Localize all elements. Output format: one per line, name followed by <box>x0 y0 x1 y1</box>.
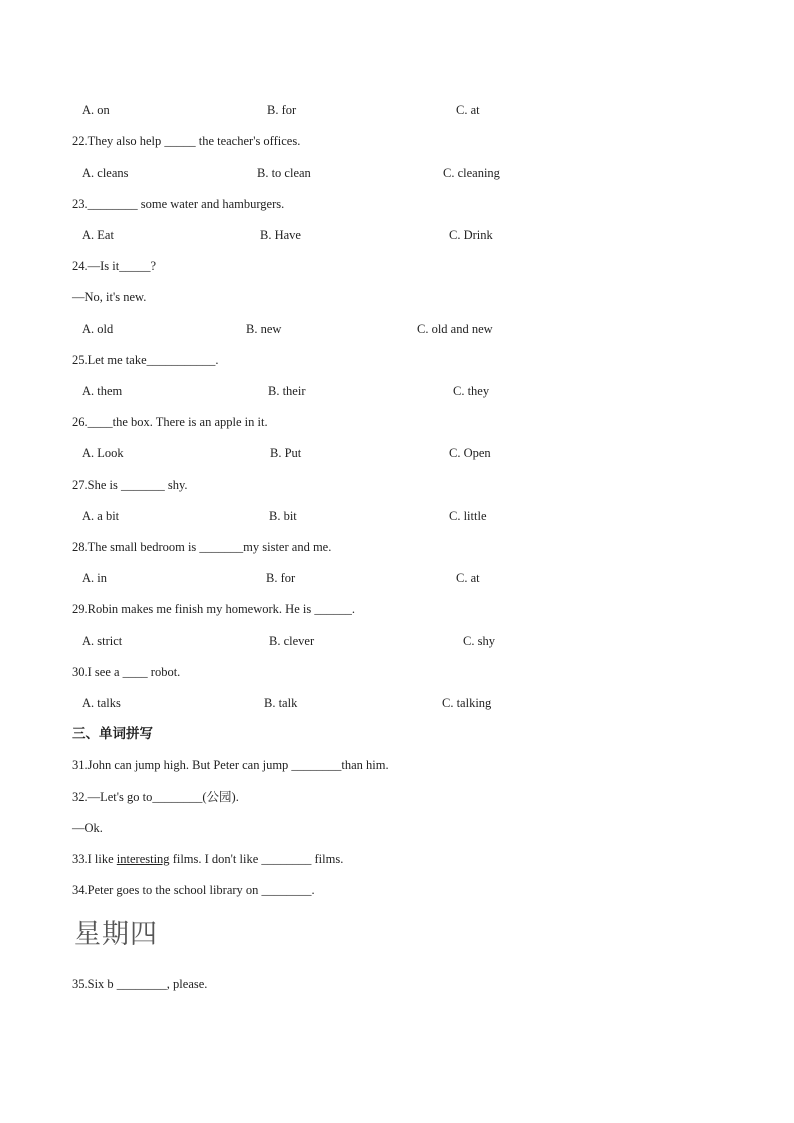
question-text: 30.I see a ____ robot. <box>72 665 181 679</box>
answer-options <box>82 165 702 181</box>
question-33-suffix: films. I don't like ________ films. <box>169 852 344 866</box>
answer-options <box>82 445 702 461</box>
answer-option: C. talking <box>442 696 492 710</box>
answer-options <box>82 695 702 711</box>
answer-option: C. old and new <box>417 322 493 336</box>
question-33 <box>72 851 343 867</box>
question-33-underlined-word: interesting <box>116 852 170 866</box>
picture-text-thursday: 星期四 <box>74 919 158 950</box>
answer-options <box>82 508 702 524</box>
answer-option: B. for <box>266 571 296 585</box>
question-32-reply: —Ok. <box>72 821 103 835</box>
answer-option: C. at <box>456 103 480 117</box>
answer-option: B. Have <box>260 228 301 242</box>
answer-option: C. at <box>456 571 480 585</box>
question-34: 34.Peter goes to the school library on ________. <box>72 883 315 897</box>
answer-option: C. little <box>449 509 487 523</box>
question-text: 28.The small bedroom is _______my sister and me. <box>72 540 332 554</box>
answer-option: A. talks <box>82 696 121 710</box>
question-text: 25.Let me take___________. <box>72 353 219 367</box>
answer-option: B. to clean <box>257 166 311 180</box>
question-35: 35.Six b ________, please. <box>72 977 208 991</box>
answer-options <box>82 227 702 243</box>
answer-option: B. clever <box>269 634 315 648</box>
question-31: 31.John can jump high. But Peter can jump ________than him. <box>72 758 389 772</box>
answer-option: C. shy <box>463 634 495 648</box>
section-heading: 三、单词拼写 <box>72 726 153 742</box>
question-32: 32.—Let's go to________(公园). <box>72 790 239 804</box>
question-text: 29.Robin makes me finish my homework. He is ______. <box>72 602 355 616</box>
answer-option: A. Look <box>82 446 124 460</box>
answer-option: A. strict <box>82 634 123 648</box>
answer-option: A. a bit <box>82 509 120 523</box>
question-text: 23.________ some water and hamburgers. <box>72 197 285 211</box>
answer-options <box>82 102 702 118</box>
question-text: 24.—Is it_____? <box>72 259 157 273</box>
answer-option: C. Drink <box>449 228 493 242</box>
question-33-prefix: 33.I like <box>72 852 117 866</box>
question-text: —No, it's new. <box>72 290 147 304</box>
question-text: 22.They also help _____ the teacher's offices. <box>72 134 301 148</box>
question-text: 26.____the box. There is an apple in it. <box>72 415 268 429</box>
answer-option: C. they <box>453 384 490 398</box>
answer-option: B. new <box>246 322 282 336</box>
question-text: 27.She is _______ shy. <box>72 478 188 492</box>
answer-option: B. Put <box>270 446 302 460</box>
answer-options <box>82 570 702 586</box>
answer-option: C. Open <box>449 446 491 460</box>
answer-option: A. them <box>82 384 123 398</box>
answer-option: A. on <box>82 103 110 117</box>
answer-option: A. in <box>82 571 107 585</box>
answer-options <box>82 633 702 649</box>
answer-options <box>82 383 702 399</box>
answer-option: A. old <box>82 322 114 336</box>
answer-options <box>82 321 702 337</box>
answer-option: B. talk <box>264 696 298 710</box>
answer-option: B. their <box>268 384 306 398</box>
answer-option: B. for <box>267 103 297 117</box>
answer-option: A. cleans <box>82 166 129 180</box>
answer-option: C. cleaning <box>443 166 500 180</box>
answer-option: B. bit <box>269 509 297 523</box>
answer-option: A. Eat <box>82 228 114 242</box>
